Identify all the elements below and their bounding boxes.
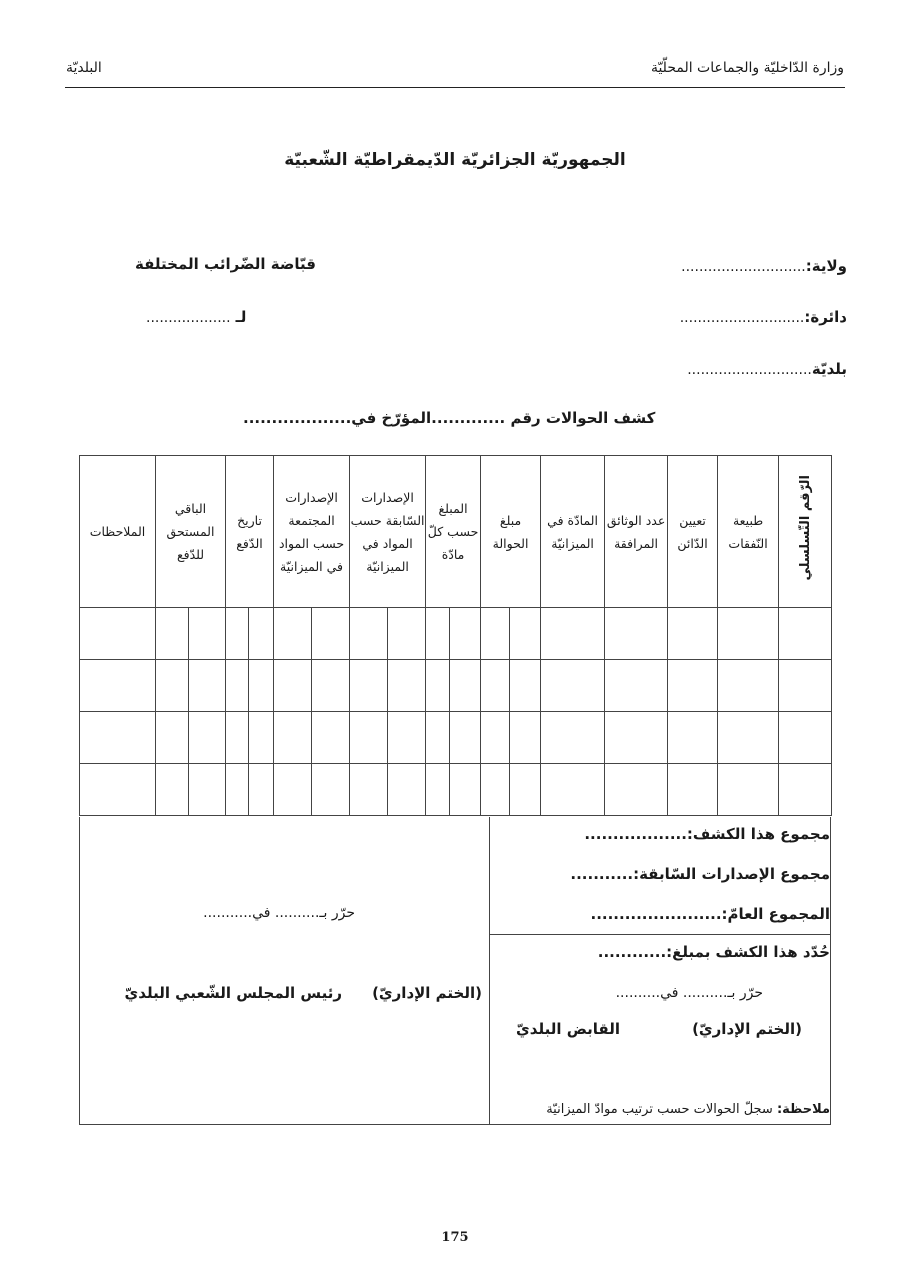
table-cell[interactable] [718,608,779,660]
table-cell[interactable] [718,660,779,712]
wilaya-dots: ............................ [681,259,806,275]
table-cell[interactable] [779,660,832,712]
table-cell[interactable] [274,712,312,764]
ministry-header: وزارة الدّاخليّة والجماعات المحلّيّة [650,60,844,76]
table-cell[interactable] [274,608,312,660]
table-cell[interactable] [156,660,189,712]
wilaya-line [681,256,847,275]
header-creditor: تعيين الدّائن [668,456,718,608]
table-cell[interactable] [668,712,718,764]
table-cell[interactable] [779,764,832,816]
table-cell[interactable] [312,608,350,660]
drafted-right: حرّر بـ.......... في.......... [615,985,763,1001]
table-cell[interactable] [249,712,274,764]
footer-vertical-divider [489,817,490,1125]
table-row [80,712,832,764]
table-cell[interactable] [226,660,249,712]
table-cell[interactable] [450,764,481,816]
stamp-right: (الختم الإداريّ) [692,1020,802,1038]
daira-dots: ............................ [679,310,805,326]
table-cell[interactable] [226,764,249,816]
total-previous: مجموع الإصدارات السّابقة:........... [570,865,830,883]
table-cell[interactable] [189,660,226,712]
table-cell[interactable] [80,712,156,764]
table-cell[interactable] [481,764,510,816]
header-expense-nature: طبيعة النّفقات [718,456,779,608]
table-cell[interactable] [481,660,510,712]
table-cell[interactable] [450,608,481,660]
table-cell[interactable] [189,712,226,764]
table-cell[interactable] [510,712,541,764]
daira-line [680,307,847,326]
table-cell[interactable] [388,764,426,816]
table-cell[interactable] [156,608,189,660]
note-label: ملاحظة: [776,1102,830,1117]
table-cell[interactable] [226,608,249,660]
to-label: لـ [235,308,247,326]
header-divider [65,87,845,88]
table-header-row [80,456,832,608]
transfers-table [79,455,832,816]
table-cell[interactable] [481,712,510,764]
page-title: الجمهوريّة الجزائريّة الدّيمقراطيّة الشّعبيّة [284,150,626,170]
table-cell[interactable] [388,712,426,764]
daira-label: دائرة: [804,308,847,326]
header-payment-date: تاريخ الدّفع [226,456,274,608]
table-cell[interactable] [668,764,718,816]
wilaya-label: ولاية: [805,257,847,275]
table-row [80,660,832,712]
table-cell[interactable] [605,712,668,764]
grand-total: المجموع العامّ:....................... [590,905,830,923]
header-transfer-amount: مبلغ الحوالة [481,456,541,608]
table-cell[interactable] [388,660,426,712]
table-cell[interactable] [605,608,668,660]
table-cell[interactable] [450,660,481,712]
table-cell[interactable] [249,608,274,660]
table-row [80,608,832,660]
table-cell[interactable] [605,764,668,816]
municipality-header: البلديّة [66,60,102,76]
table-cell[interactable] [274,764,312,816]
table-cell[interactable] [312,712,350,764]
table-cell[interactable] [388,608,426,660]
table-cell[interactable] [156,712,189,764]
table-cell[interactable] [605,660,668,712]
footer-horizontal-divider [489,934,830,935]
header-notes: الملاحظات [80,456,156,608]
baladia-line [687,359,847,378]
note-text: سجلّ الحوالات حسب ترتيب موادّ الميزانيّة [546,1102,777,1117]
table-cell[interactable] [80,608,156,660]
table-cell[interactable] [668,660,718,712]
drafted-left: حرّر بـ.......... في........... [203,905,355,921]
table-cell[interactable] [481,608,510,660]
table-cell[interactable] [189,608,226,660]
header-amount-per-item: المبلغ حسب كلّ مادّة [426,456,481,608]
header-serial: الرّقم التّسلسلي [779,456,832,608]
table-row [80,764,832,816]
table-cell[interactable] [541,712,605,764]
table-cell[interactable] [274,660,312,712]
table-cell[interactable] [426,712,450,764]
table-cell[interactable] [426,660,450,712]
table-cell[interactable] [510,764,541,816]
table-cell[interactable] [312,660,350,712]
footer-note [546,1098,830,1117]
table-cell[interactable] [156,764,189,816]
statement-title: كشف الحوالات رقم .............المؤرّخ في................... [243,409,656,427]
page-number: 175 [441,1230,469,1245]
table-cell[interactable] [510,608,541,660]
table-cell[interactable] [779,608,832,660]
table-cell[interactable] [668,608,718,660]
collector-label: القابض البلديّ [516,1020,620,1038]
footer-box [79,817,831,1125]
table-cell[interactable] [226,712,249,764]
header-documents: عدد الوثائق المرافقة [605,456,668,608]
baladia-dots: ............................ [687,362,812,378]
to-line [146,307,246,326]
table-cell[interactable] [426,608,450,660]
set-amount: حُدّد هذا الكشف بمبلغ:............ [597,943,830,961]
president-label: رئيس المجلس الشّعبي البلديّ [124,984,342,1002]
tax-office: قبّاضة الضّرائب المختلفة [135,255,316,273]
table-cell[interactable] [350,608,388,660]
table-cell[interactable] [426,764,450,816]
table-cell[interactable] [541,660,605,712]
table-cell[interactable] [718,712,779,764]
total-statement: مجموع هذا الكشف:.................. [584,825,830,843]
table-cell[interactable] [541,608,605,660]
table-cell[interactable] [350,712,388,764]
table-cell[interactable] [718,764,779,816]
table-cell[interactable] [80,764,156,816]
table-cell[interactable] [450,712,481,764]
table-cell[interactable] [510,660,541,712]
table-cell[interactable] [80,660,156,712]
table-cell[interactable] [350,660,388,712]
header-previous-issues: الإصدارات السّابقة حسب المواد في الميزانيّة [350,456,426,608]
header-remaining: الباقي المستحق للدّفع [156,456,226,608]
table-cell[interactable] [189,764,226,816]
table-cell[interactable] [249,764,274,816]
table-cell[interactable] [312,764,350,816]
baladia-label: بلديّة [811,360,847,378]
table-cell[interactable] [541,764,605,816]
table-cell[interactable] [350,764,388,816]
table-cell[interactable] [779,712,832,764]
header-budget-item: المادّة في الميزانيّة [541,456,605,608]
table-cell[interactable] [249,660,274,712]
header-accumulated-issues: الإصدارات المجتمعة حسب المواد في الميزانيّة [274,456,350,608]
stamp-left: (الختم الإداريّ) [372,984,482,1002]
to-dots: ................... [146,310,231,326]
